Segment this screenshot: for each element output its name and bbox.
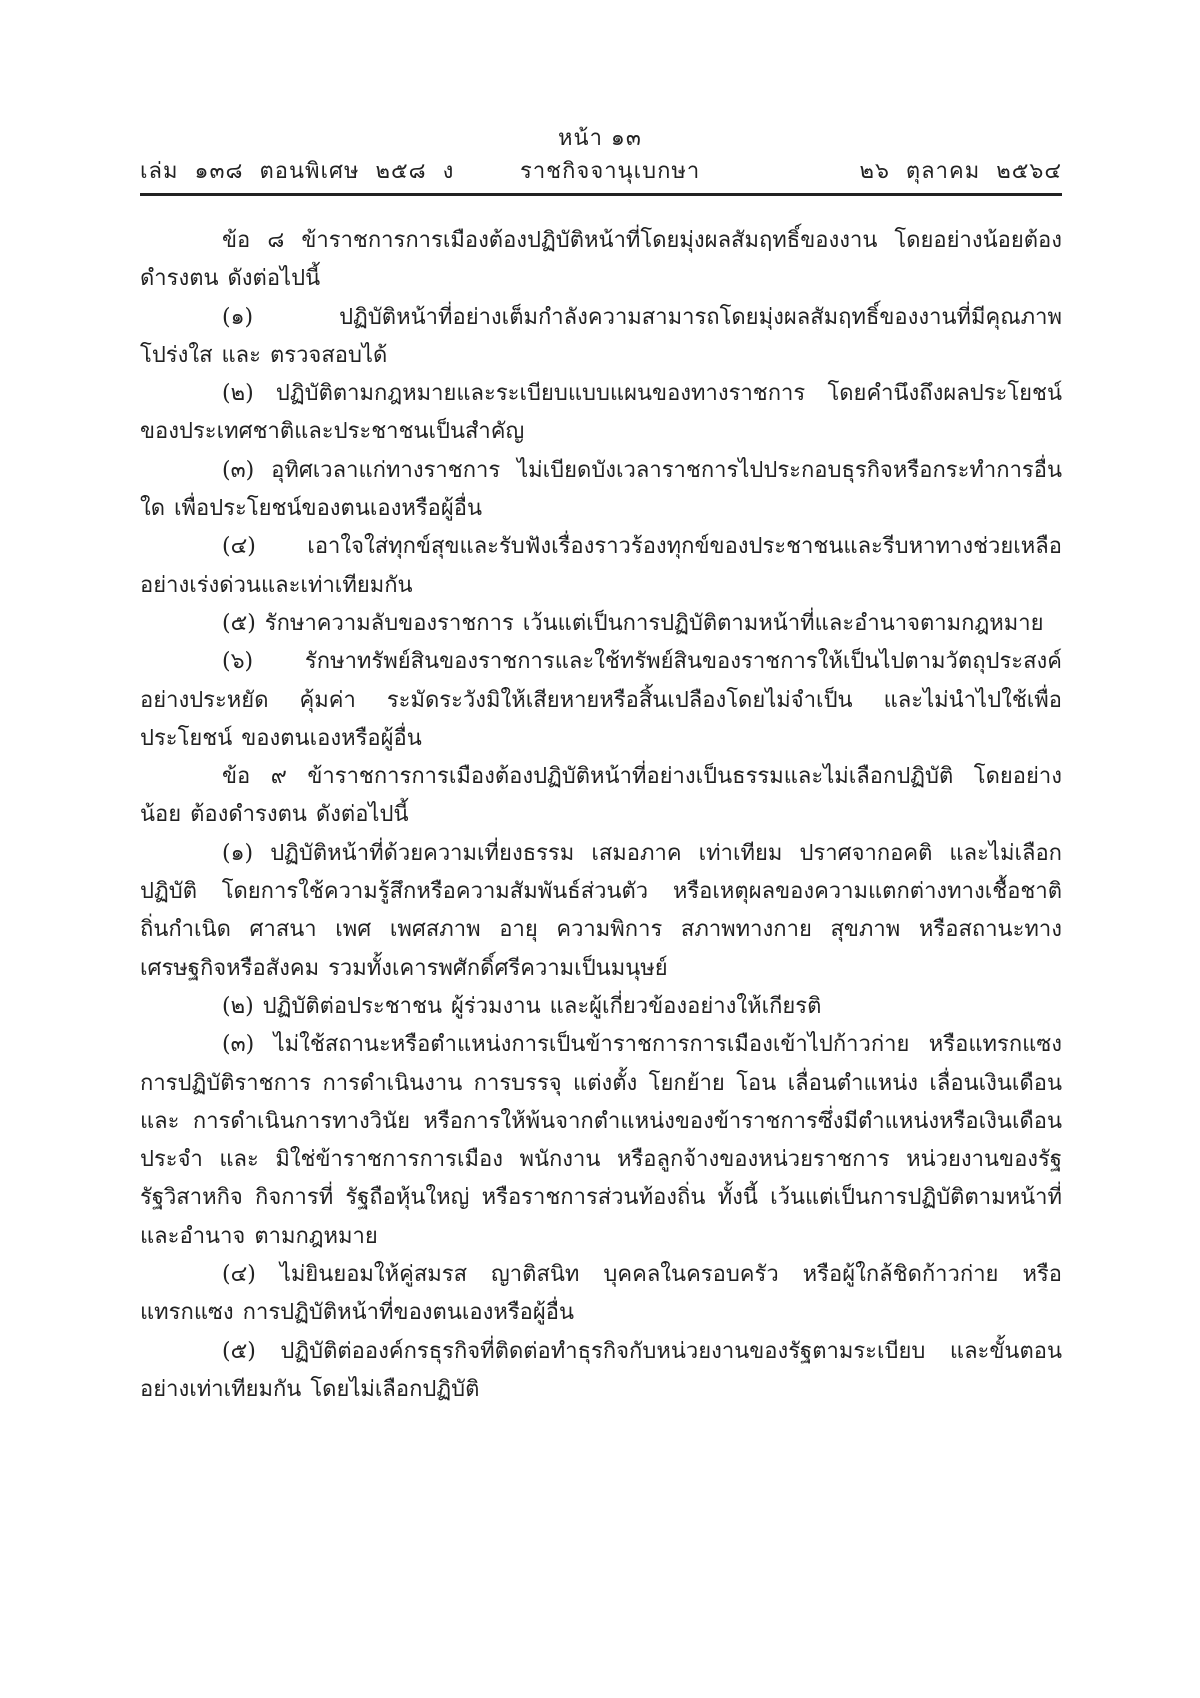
paragraph: (๓) ไม่ใช้สถานะหรือตำแหน่งการเป็นข้าราชการการเมืองเข้าไปก้าวก่าย หรือแทรกแซง การปฏิบัติราชการ การดำเนินงาน การบรรจุ แต่งตั้ง โยกย้าย โอน เลื่อนตำแหน่ง เลื่อนเงินเดือน และ การดำเนินการทางวินัย หรือการให้พ้นจากตำแหน่งของข้าราชการซึ่งมีตำแหน่งหรือเงินเดือนประจำ และ มิใช่ข้าราชการการเมือง พนักงาน หรือลูกจ้างของหน่วยราชการ หน่วยงานของรัฐ รัฐวิสาหกิจ กิจการที่ รัฐถือหุ้นใหญ่ หรือราชการส่วนท้องถิ่น ทั้งนี้ เว้นแต่เป็นการปฏิบัติตามหน้าที่และอำนาจ ตามกฎหมาย (140, 1032, 1062, 1249)
paragraph: (๔) เอาใจใส่ทุกข์สุขและรับฟังเรื่องราวร้องทุกข์ของประชาชนและรีบหาทางช่วยเหลือ อย่างเร่งด่วนและเท่าเทียมกัน (140, 534, 1062, 598)
header-rule (140, 193, 1062, 196)
volume-issue: เล่ม ๑๓๘ ตอนพิเศษ ๒๕๘ ง (140, 159, 455, 184)
paragraph: (๑) ปฏิบัติหน้าที่ด้วยความเที่ยงธรรม เสมอภาค เท่าเทียม ปราศจากอคติ และไม่เลือกปฏิบัติ โดยการใช้ความรู้สึกหรือความสัมพันธ์ส่วนตัว หรือเหตุผลของความแตกต่างทางเชื้อชาติ ถิ่นกำเนิด ศาสนา เพศ เพศสภาพ อายุ ความพิการ สภาพทางกาย สุขภาพ หรือสถานะทางเศรษฐกิจหรือสังคม รวมทั้งเคารพศักดิ์ศรีความเป็นมนุษย์ (140, 840, 1062, 981)
paragraph: (๕) รักษาความลับของราชการ เว้นแต่เป็นการปฏิบัติตามหน้าที่และอำนาจตามกฎหมาย (222, 610, 1044, 636)
document-body (140, 222, 1062, 1409)
paragraph: (๓) อุทิศเวลาแก่ทางราชการ ไม่เบียดบังเวลาราชการไปประกอบธุรกิจหรือกระทำการอื่นใด เพื่อประโยชน์ของตนเองหรือผู้อื่น (140, 457, 1062, 522)
paragraph: (๒) ปฏิบัติตามกฎหมายและระเบียบแบบแผนของทางราชการ โดยคำนึงถึงผลประโยชน์ ของประเทศชาติและประชาชนเป็นสำคัญ (140, 381, 1062, 445)
gazette-title: ราชกิจจานุเบกษา (520, 159, 701, 184)
gazette-header (140, 156, 1062, 188)
paragraph: (๖) รักษาทรัพย์สินของราชการและใช้ทรัพย์สินของราชการให้เป็นไปตามวัตถุประสงค์ อย่างประหยัด คุ้มค่า ระมัดระวังมิให้เสียหายหรือสิ้นเปลืองโดยไม่จำเป็น และไม่นำไปใช้เพื่อประโยชน์ ของตนเองหรือผู้อื่น (140, 649, 1062, 751)
paragraph: (๔) ไม่ยินยอมให้คู่สมรส ญาติสนิท บุคคลในครอบครัว หรือผู้ใกล้ชิดก้าวก่าย หรือแทรกแซง การปฏิบัติหน้าที่ของตนเองหรือผู้อื่น (140, 1262, 1062, 1326)
page-number: หน้า ๑๓ (558, 126, 642, 151)
paragraph: (๕) ปฏิบัติต่อองค์กรธุรกิจที่ติดต่อทำธุรกิจกับหน่วยงานของรัฐตามระเบียบ และขั้นตอน อย่างเท่าเทียมกัน โดยไม่เลือกปฏิบัติ (140, 1338, 1062, 1402)
publication-date: ๒๖ ตุลาคม ๒๕๖๔ (859, 159, 1062, 184)
paragraph: (๒) ปฏิบัติต่อประชาชน ผู้ร่วมงาน และผู้เกี่ยวข้องอย่างให้เกียรติ (222, 993, 822, 1019)
paragraph: (๑) ปฏิบัติหน้าที่อย่างเต็มกำลังความสามารถโดยมุ่งผลสัมฤทธิ์ของงานที่มีคุณภาพ โปร่งใส และ ตรวจสอบได้ (140, 304, 1062, 368)
paragraph: ข้อ ๘ ข้าราชการการเมืองต้องปฏิบัติหน้าที่โดยมุ่งผลสัมฤทธิ์ของงาน โดยอย่างน้อยต้องดำรงตน ดังต่อไปนี้ (140, 228, 1062, 292)
paragraph: ข้อ ๙ ข้าราชการการเมืองต้องปฏิบัติหน้าที่อย่างเป็นธรรมและไม่เลือกปฏิบัติ โดยอย่างน้อย ต้องดำรงตน ดังต่อไปนี้ (140, 764, 1062, 828)
